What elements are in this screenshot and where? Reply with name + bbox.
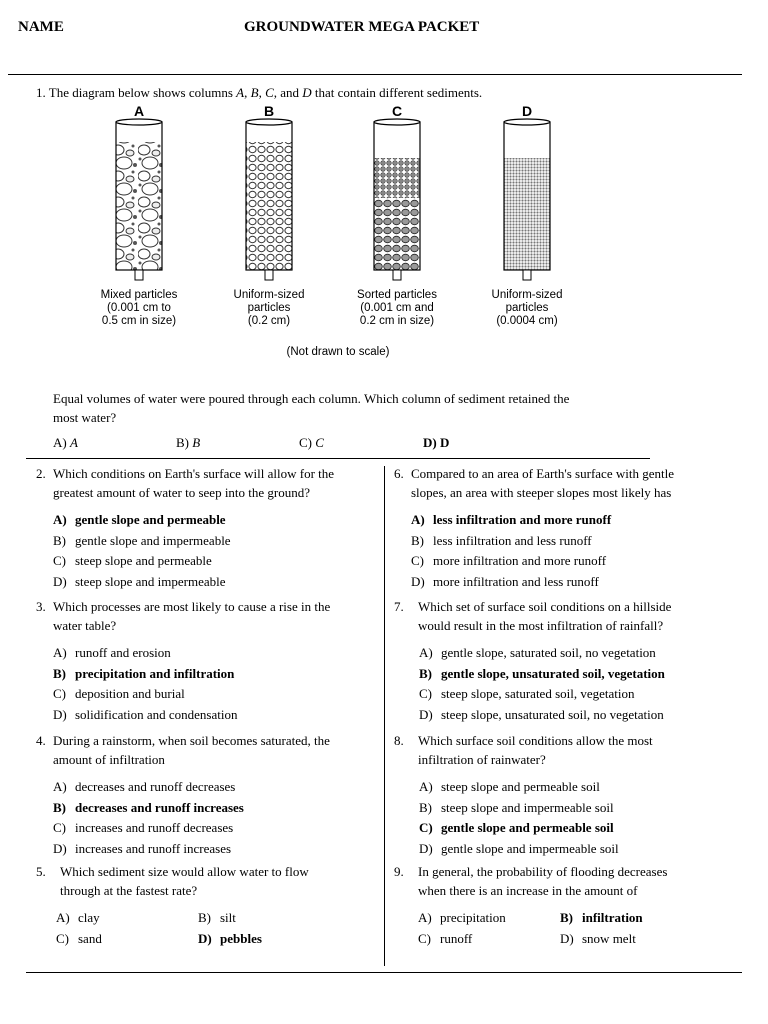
- q3-option-a[interactable]: A) runoff and erosion: [53, 645, 171, 660]
- q7-option-a[interactable]: A) gentle slope, saturated soil, no vegetation: [419, 645, 656, 660]
- caption-b: Uniform-sized particles (0.2 cm): [233, 289, 305, 327]
- q3-option-b[interactable]: B) precipitation and infiltration: [53, 665, 235, 681]
- q4-option-c[interactable]: C) increases and runoff decreases: [53, 820, 234, 835]
- q4-option-a[interactable]: A) decreases and runoff decreases: [53, 779, 236, 794]
- q5-option-c[interactable]: C) sand: [56, 931, 102, 946]
- column-letter-d: D: [521, 103, 533, 119]
- caption-d: Uniform-sized particles (0.0004 cm): [491, 289, 563, 327]
- q6-option-a[interactable]: A) less infiltration and more runoff: [411, 512, 612, 527]
- column-letter-b: B: [263, 103, 275, 119]
- q6-option-b[interactable]: B) less infiltration and less runoff: [411, 532, 592, 548]
- q1-stem: 1. The diagram below shows columns A, B, C, and D that contain different sediments.: [36, 85, 483, 100]
- q1-question-line2: most water?: [53, 410, 117, 425]
- caption-a: Mixed particles (0.001 cm to 0.5 cm in size): [100, 289, 178, 327]
- q7-stem-line: would result in the most infiltration of rainfall?: [418, 618, 664, 633]
- q2-option-a[interactable]: A) gentle slope and permeable: [53, 512, 226, 527]
- q9-stem-line: when there is an increase in the amount of: [418, 883, 638, 898]
- q8-stem-line: 8. Which surface soil conditions allow the most: [394, 733, 653, 748]
- q3-stem-line: 3. Which processes are most likely to cause a rise in the: [36, 599, 331, 614]
- q7-option-c[interactable]: C) steep slope, saturated soil, vegetation: [419, 686, 635, 701]
- q8-option-a[interactable]: A) steep slope and permeable soil: [419, 779, 600, 794]
- name-label: NAME: [18, 19, 64, 35]
- q6-option-c[interactable]: C) more infiltration and more runoff: [411, 553, 607, 568]
- q9-option-c[interactable]: C) runoff: [418, 931, 473, 946]
- columns-svg: [86, 118, 600, 284]
- q8-option-b[interactable]: B) steep slope and impermeable soil: [419, 799, 614, 815]
- q9-option-a[interactable]: A) precipitation: [418, 910, 506, 925]
- q1-question-line1: Equal volumes of water were poured through each column. Which column of sediment retained the: [53, 391, 570, 406]
- q4-stem-line: 4. During a rainstorm, when soil becomes saturated, the: [36, 733, 330, 748]
- caption-c: Sorted particles (0.001 cm and 0.2 cm in size): [357, 289, 437, 327]
- q5-option-d[interactable]: D) pebbles: [198, 931, 262, 946]
- q1-option-a[interactable]: A) A: [53, 435, 78, 450]
- q4-option-b[interactable]: B) decreases and runoff increases: [53, 799, 244, 815]
- q2-option-c[interactable]: C) steep slope and permeable: [53, 553, 212, 568]
- q2-option-d[interactable]: D) steep slope and impermeable: [53, 573, 226, 589]
- column-d: [504, 119, 550, 280]
- q5-stem-line: 5. Which sediment size would allow water to flow: [36, 864, 309, 879]
- column-letter-a: A: [133, 103, 145, 119]
- q1-option-d[interactable]: D) D: [423, 435, 450, 450]
- column-letter-c: C: [391, 103, 403, 119]
- page-title: GROUNDWATER MEGA PACKET: [244, 19, 480, 35]
- header-rule: [8, 74, 742, 75]
- column-a: [116, 119, 162, 280]
- q8-stem-line: infiltration of rainwater?: [418, 752, 546, 767]
- q6-stem-line: slopes, an area with steeper slopes most likely has: [411, 485, 672, 500]
- column-c: [374, 119, 420, 280]
- q3-stem-line: water table?: [53, 618, 117, 633]
- q8-option-d[interactable]: D) gentle slope and impermeable soil: [419, 840, 619, 856]
- q4-option-d[interactable]: D) increases and runoff increases: [53, 840, 232, 856]
- q6-option-d[interactable]: D) more infiltration and less runoff: [411, 573, 599, 589]
- q7-option-b[interactable]: B) gentle slope, unsaturated soil, vegetation: [419, 665, 665, 681]
- q5-option-a[interactable]: A) clay: [56, 910, 100, 925]
- scale-note: (Not drawn to scale): [286, 346, 390, 358]
- q2-stem-line: 2. Which conditions on Earth's surface will allow for the: [36, 466, 335, 481]
- q8-option-c[interactable]: C) gentle slope and permeable soil: [419, 820, 614, 835]
- q2-option-b[interactable]: B) gentle slope and impermeable: [53, 532, 231, 548]
- q3-option-d[interactable]: D) solidification and condensation: [53, 706, 238, 722]
- sediment-columns-diagram: [86, 100, 600, 366]
- q9-option-b[interactable]: B) infiltration: [560, 910, 643, 925]
- q6-stem-line: 6. Compared to an area of Earth's surface with gentle: [394, 466, 674, 481]
- q2-stem-line: greatest amount of water to seep into the ground?: [53, 485, 311, 500]
- q9-stem-line: 9. In general, the probability of flooding decreases: [394, 864, 668, 879]
- q7-stem-line: 7. Which set of surface soil conditions on a hillside: [394, 599, 672, 614]
- q5-option-b[interactable]: B) silt: [198, 910, 236, 925]
- q4-stem-line: amount of infiltration: [53, 752, 165, 767]
- column-divider: [384, 466, 385, 966]
- q1-option-b[interactable]: B) B: [176, 435, 201, 450]
- q1-divider: [26, 458, 650, 459]
- q9-option-d[interactable]: D) snow melt: [560, 931, 636, 946]
- q7-option-d[interactable]: D) steep slope, unsaturated soil, no vegetation: [419, 706, 664, 722]
- column-b: [246, 119, 292, 280]
- q1-option-c[interactable]: C) C: [299, 435, 324, 450]
- footer-rule: [26, 972, 742, 973]
- q5-stem-line: through at the fastest rate?: [60, 883, 198, 898]
- q3-option-c[interactable]: C) deposition and burial: [53, 686, 185, 701]
